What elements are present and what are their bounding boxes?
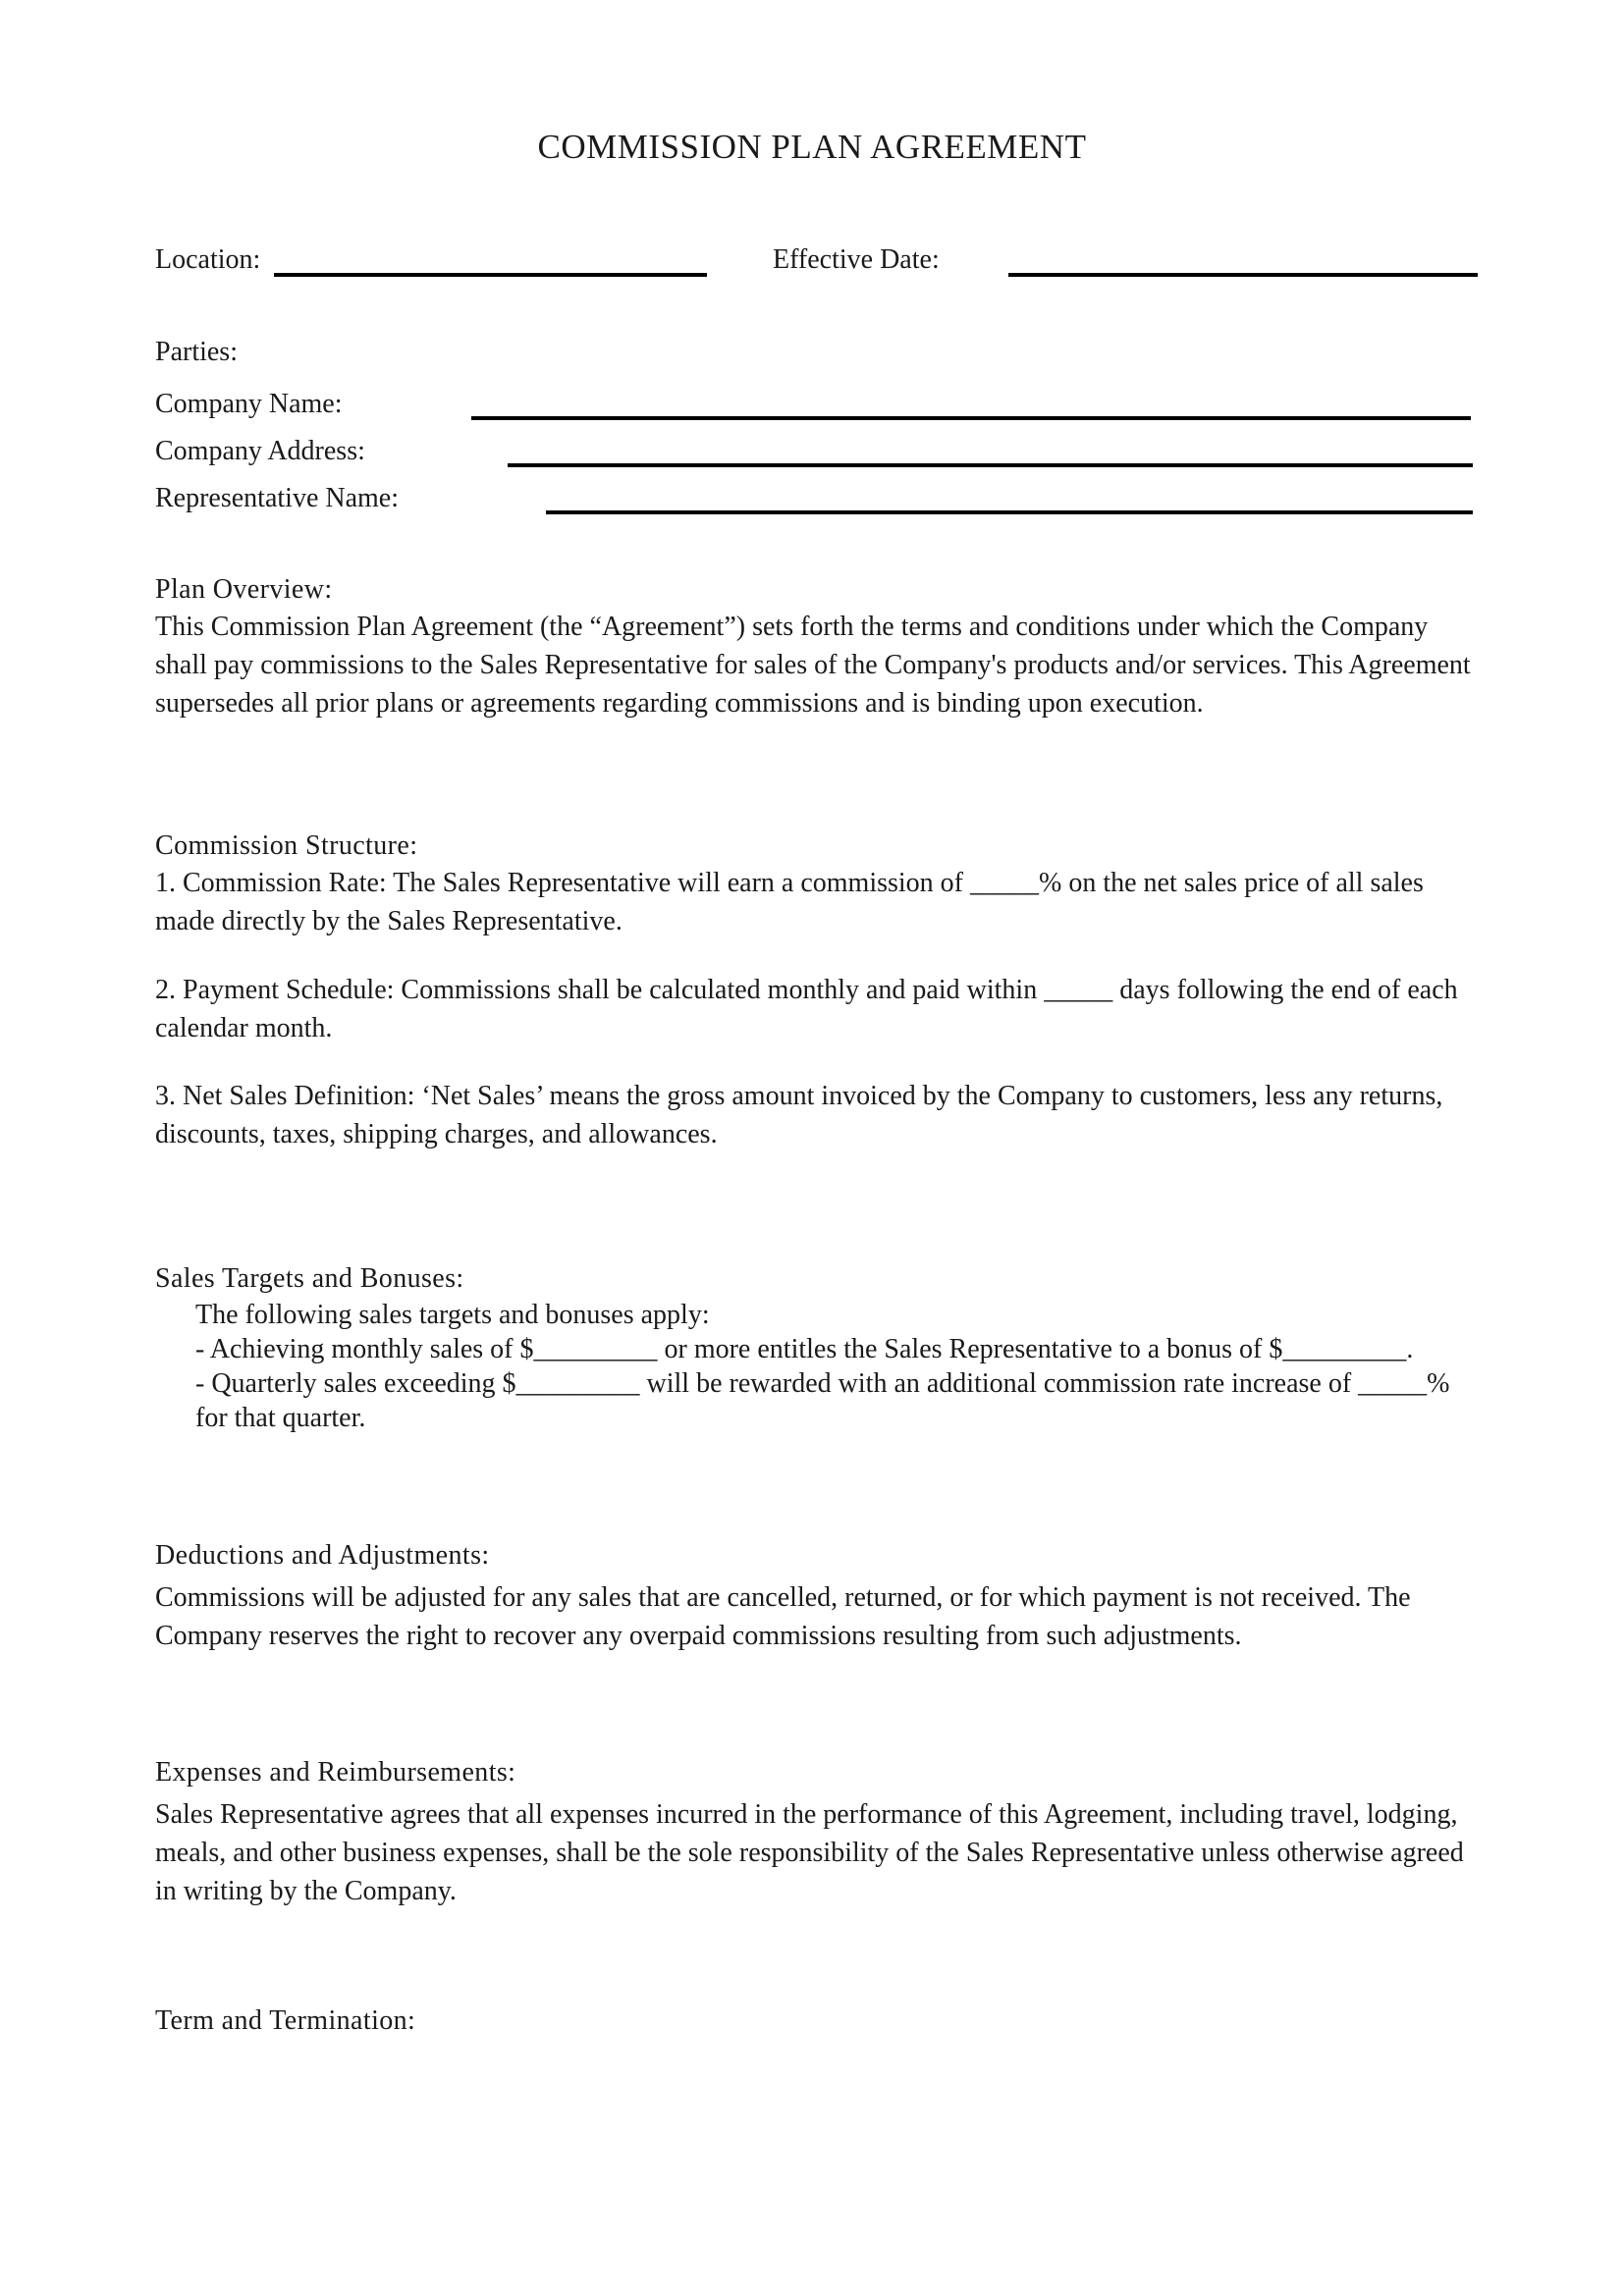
location-input-line[interactable] [274, 273, 707, 277]
commission-rate-item: 1. Commission Rate: The Sales Representative will earn a commission of _____% on the net sales price of all sales made directly by the Sales Representative. [155, 868, 1424, 936]
company-address-label: Company Address: [155, 436, 365, 466]
company-address-input-line[interactable] [508, 463, 1473, 467]
plan-overview-paragraph: This Commission Plan Agreement (the “Agreement”) sets forth the terms and conditions under which the Company shall pay commissions to the Sales Representative for sales of the Company's products and/or services. This Agreement supersedes all prior plans or agreements regarding commissions and is binding upon execution. [155, 612, 1471, 719]
monthly-bonus-item: - Achieving monthly sales of $_________ or more entitles the Sales Representative to a bonus of $_________. [195, 1334, 1414, 1364]
document-title: COMMISSION PLAN AGREEMENT [537, 128, 1087, 166]
representative-name-input-line[interactable] [546, 510, 1473, 514]
company-name-input-line[interactable] [471, 416, 1471, 420]
location-label: Location: [155, 244, 261, 275]
representative-name-label: Representative Name: [155, 483, 400, 513]
expenses-heading: Expenses and Reimbursements: [155, 1757, 516, 1788]
term-termination-heading: Term and Termination: [155, 2005, 416, 2036]
payment-schedule-item: 2. Payment Schedule: Commissions shall be calculated monthly and paid within _____ days following the end of each calendar month. [155, 975, 1458, 1043]
quarterly-bonus-item-continuation: for that quarter. [195, 1403, 366, 1433]
sales-targets-intro: The following sales targets and bonuses apply: [195, 1300, 710, 1330]
company-name-label: Company Name: [155, 389, 343, 419]
quarterly-bonus-item: - Quarterly sales exceeding $_________ will be rewarded with an additional commission rate increase of _____% [195, 1368, 1450, 1399]
commission-structure-heading: Commission Structure: [155, 830, 418, 861]
parties-label: Parties: [155, 337, 238, 367]
sales-targets-block [195, 1298, 1450, 1435]
expenses-paragraph: Sales Representative agrees that all expenses incurred in the performance of this Agreement, including travel, lodging, meals, and other business expenses, shall be the sole responsibility of the Sales Representative unless otherwise agreed in writing by the Company. [155, 1799, 1464, 1906]
net-sales-definition-item: 3. Net Sales Definition: ‘Net Sales’ means the gross amount invoiced by the Company to customers, less any returns, discounts, taxes, shipping charges, and allowances. [155, 1081, 1443, 1149]
effective-date-input-line[interactable] [1008, 273, 1478, 277]
effective-date-label: Effective Date: [773, 244, 940, 275]
deductions-heading: Deductions and Adjustments: [155, 1540, 490, 1571]
deductions-paragraph: Commissions will be adjusted for any sales that are cancelled, returned, or for which payment is not received. The Company reserves the right to recover any overpaid commissions resulting from such adjustments. [155, 1582, 1411, 1651]
sales-targets-heading: Sales Targets and Bonuses: [155, 1263, 464, 1294]
plan-overview-heading: Plan Overview: [155, 574, 333, 605]
